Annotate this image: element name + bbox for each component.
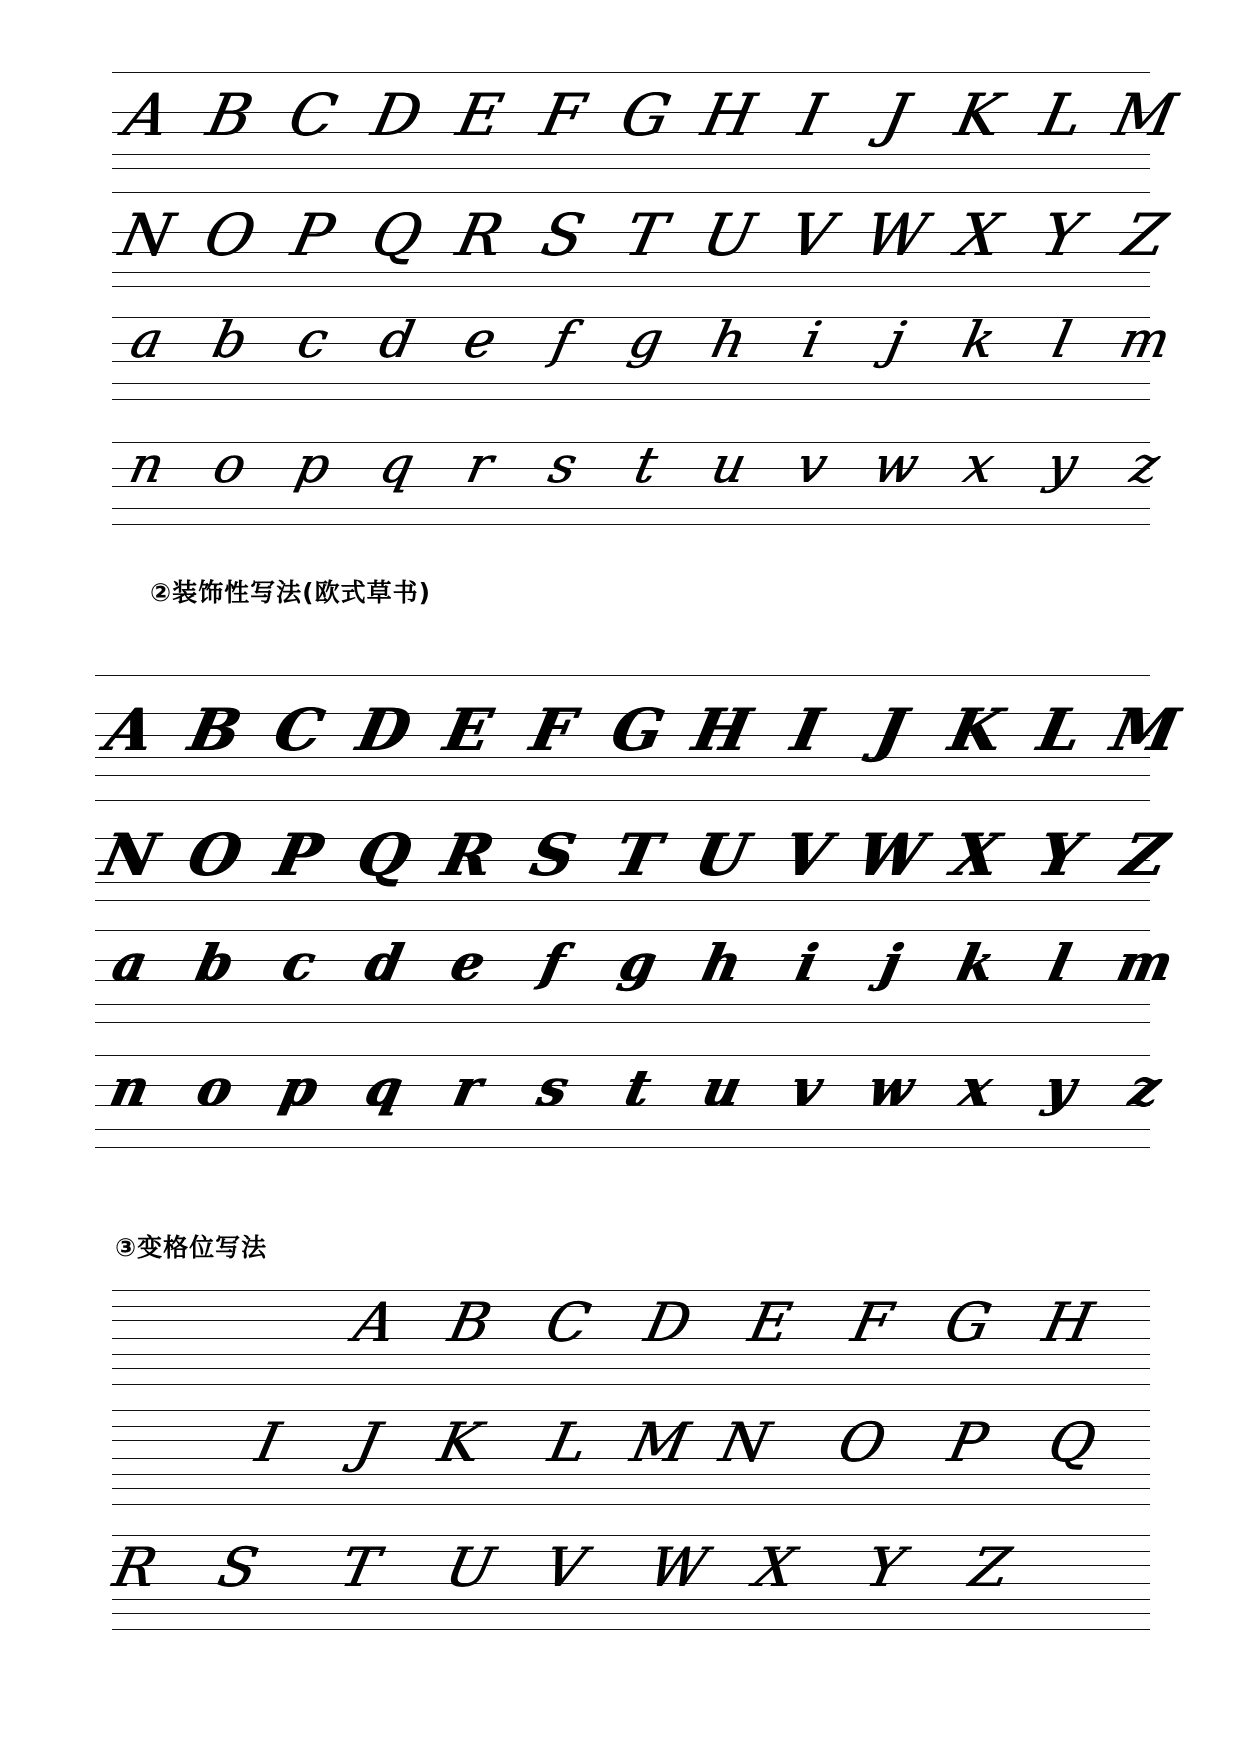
guide-line — [95, 800, 1150, 801]
letter-glyph: c — [277, 933, 321, 992]
letter-glyph: C — [268, 696, 330, 764]
guide-line — [112, 192, 1150, 193]
letter-glyph: a — [125, 311, 169, 369]
letter-glyph: v — [792, 436, 833, 494]
letter-glyph: e — [446, 933, 491, 992]
letter-glyph: F — [846, 1291, 898, 1354]
letter-glyph: c — [293, 311, 334, 369]
guide-line — [112, 383, 1150, 384]
letter-glyph: w — [867, 436, 924, 494]
guide-line — [112, 1320, 1150, 1321]
letter-glyph: V — [538, 1536, 592, 1599]
letter-glyph: O — [833, 1411, 891, 1474]
letter-glyph: W — [643, 1536, 713, 1599]
guide-line — [112, 1338, 1150, 1339]
guide-line — [95, 1085, 1150, 1086]
letter-glyph: p — [291, 436, 336, 494]
letter-glyph: T — [608, 821, 667, 889]
letter-glyph: E — [451, 81, 509, 149]
letter-glyph: m — [1115, 311, 1175, 369]
letter-glyph: Q — [365, 201, 428, 269]
letter-glyph: g — [623, 311, 669, 369]
letter-glyph: q — [360, 1058, 408, 1117]
letter-glyph: G — [605, 696, 670, 764]
letter-glyph: Z — [964, 1536, 1016, 1599]
letter-glyph: M — [625, 1411, 695, 1474]
letter-glyph: P — [270, 821, 329, 889]
letter-glyph: Z — [1116, 821, 1174, 889]
letter-glyph: N — [714, 1411, 776, 1474]
letter-glyph: D — [366, 81, 427, 149]
letter-glyph: N — [96, 821, 164, 889]
letter-glyph: x — [958, 436, 999, 494]
letter-glyph: D — [639, 1291, 697, 1354]
letter-glyph: v — [785, 1058, 828, 1117]
letter-glyph: J — [876, 81, 915, 149]
letter-glyph: s — [543, 436, 582, 494]
letter-glyph: n — [105, 1058, 155, 1117]
letter-glyph: a — [107, 933, 153, 992]
letter-glyph: A — [348, 1291, 402, 1354]
guide-line — [95, 1055, 1150, 1056]
letter-glyph: e — [458, 311, 501, 369]
letter-glyph: W — [858, 201, 933, 269]
guide-line — [112, 1384, 1150, 1385]
guide-line — [95, 930, 1150, 931]
guide-line — [95, 1147, 1150, 1148]
letter-glyph: z — [1124, 1058, 1166, 1117]
letter-glyph: T — [619, 201, 673, 269]
letter-glyph: U — [689, 821, 755, 889]
letter-glyph: S — [524, 821, 582, 889]
letter-glyph: Y — [1032, 821, 1089, 889]
letter-glyph: X — [946, 821, 1006, 889]
letter-glyph: f — [547, 311, 579, 369]
letter-glyph: t — [619, 1058, 656, 1117]
guide-line — [95, 900, 1150, 901]
letter-glyph: V — [776, 821, 837, 889]
letter-glyph: k — [952, 933, 1000, 992]
letter-glyph: J — [350, 1411, 386, 1474]
letter-glyph: z — [1125, 436, 1165, 494]
letter-glyph: L — [543, 1411, 593, 1474]
letter-glyph: p — [275, 1058, 324, 1117]
letter-glyph: d — [374, 311, 419, 369]
guide-line — [95, 1004, 1150, 1005]
uppercase-row-3 — [0, 1535, 1241, 1665]
letter-glyph: C — [540, 1291, 596, 1354]
guide-line — [112, 1629, 1150, 1630]
guide-line — [112, 1599, 1150, 1600]
section-caption-decorative: ②装饰性写法(欧式草书) — [150, 578, 432, 607]
letter-glyph: M — [1108, 81, 1182, 149]
letter-glyph: q — [374, 436, 419, 494]
guide-line — [112, 272, 1150, 273]
lowercase-row-2 — [0, 1045, 1241, 1175]
letter-glyph: b — [190, 933, 239, 992]
letter-glyph: k — [957, 311, 1000, 369]
guide-line — [112, 1368, 1150, 1369]
guide-line — [112, 524, 1150, 525]
guide-line — [112, 1613, 1150, 1614]
uppercase-row-1 — [0, 1290, 1241, 1420]
letter-glyph: n — [124, 436, 170, 494]
guide-line — [95, 1129, 1150, 1130]
letter-glyph: j — [876, 933, 907, 992]
guide-line — [112, 168, 1150, 169]
letter-glyph: I — [785, 696, 828, 764]
guide-line — [112, 399, 1150, 400]
letter-glyph: U — [697, 201, 761, 269]
uppercase-row-1 — [0, 665, 1241, 795]
letter-glyph: E — [743, 1291, 797, 1354]
letter-glyph: E — [438, 696, 498, 764]
letter-glyph: r — [461, 436, 498, 494]
letter-glyph: Q — [1043, 1411, 1101, 1474]
guide-line — [112, 154, 1150, 155]
letter-glyph: B — [182, 696, 247, 764]
letter-glyph: h — [697, 933, 747, 992]
letter-glyph: X — [749, 1536, 802, 1599]
letter-glyph: I — [250, 1411, 286, 1474]
section-caption-variable-position: ③变格位写法 — [115, 1233, 268, 1262]
letter-glyph: l — [1044, 933, 1077, 992]
letter-glyph: f — [535, 933, 571, 992]
letter-glyph: o — [208, 436, 252, 494]
letter-glyph: R — [450, 201, 509, 269]
letter-glyph: S — [535, 201, 590, 269]
letter-glyph: Z — [1117, 201, 1173, 269]
letter-glyph: R — [108, 1536, 163, 1599]
uppercase-row-1 — [0, 50, 1241, 180]
letter-glyph: y — [1041, 436, 1083, 494]
letter-glyph: B — [201, 81, 259, 149]
lowercase-row-1 — [0, 920, 1241, 1050]
letter-glyph: F — [525, 696, 581, 764]
letter-glyph: H — [1037, 1291, 1099, 1354]
letter-glyph: L — [1035, 81, 1089, 149]
letter-glyph: W — [851, 821, 932, 889]
lowercase-row-1 — [0, 295, 1241, 425]
letter-glyph: i — [798, 311, 827, 369]
letter-glyph: Q — [351, 821, 417, 889]
guide-line — [112, 1306, 1150, 1307]
letter-glyph: G — [615, 81, 677, 149]
guide-line — [95, 775, 1150, 776]
letter-glyph: F — [535, 81, 591, 149]
letter-glyph: C — [283, 81, 343, 149]
letter-glyph: u — [706, 436, 752, 494]
letter-glyph: Y — [860, 1536, 910, 1599]
letter-glyph: M — [1105, 696, 1185, 764]
guide-line — [112, 1354, 1150, 1355]
letter-glyph: L — [1032, 696, 1089, 764]
letter-glyph: B — [443, 1291, 497, 1354]
guide-line — [112, 1504, 1150, 1505]
letter-glyph: K — [943, 696, 1009, 764]
guide-line — [112, 508, 1150, 509]
letter-glyph: x — [954, 1058, 998, 1117]
letter-glyph: w — [863, 1058, 920, 1117]
letter-glyph: A — [118, 81, 176, 149]
letter-glyph: r — [448, 1058, 488, 1117]
letter-glyph: i — [790, 933, 823, 992]
letter-glyph: N — [114, 201, 180, 269]
letter-glyph: Y — [1035, 201, 1089, 269]
letter-glyph: P — [943, 1411, 993, 1474]
letter-glyph: h — [706, 311, 752, 369]
letter-glyph: D — [351, 696, 417, 764]
letter-glyph: X — [950, 201, 1007, 269]
guide-line — [112, 72, 1150, 73]
letter-glyph: O — [182, 821, 248, 889]
letter-glyph: K — [949, 81, 1008, 149]
letter-glyph: K — [433, 1411, 487, 1474]
letter-glyph: R — [436, 821, 500, 889]
letter-glyph: t — [629, 436, 663, 494]
letter-glyph: y — [1039, 1058, 1082, 1117]
letter-glyph: A — [100, 696, 160, 764]
letter-glyph: j — [881, 311, 910, 369]
letter-glyph: G — [939, 1291, 997, 1354]
uppercase-row-2 — [0, 790, 1241, 920]
letter-glyph: P — [286, 201, 341, 269]
letter-glyph: H — [696, 81, 762, 149]
letter-glyph: s — [532, 1058, 574, 1117]
letter-glyph: I — [793, 81, 832, 149]
letter-glyph: J — [870, 696, 913, 764]
guide-line — [112, 286, 1150, 287]
letter-glyph: S — [212, 1536, 264, 1599]
guide-line — [112, 468, 1150, 469]
letter-glyph: g — [613, 933, 662, 992]
letter-glyph: H — [687, 696, 757, 764]
guide-line — [112, 1474, 1150, 1475]
letter-glyph: O — [199, 201, 262, 269]
lowercase-row-2 — [0, 420, 1241, 550]
letter-glyph: m — [1112, 933, 1178, 992]
letter-glyph: U — [440, 1536, 500, 1599]
guide-line — [95, 1022, 1150, 1023]
guide-line — [112, 1488, 1150, 1489]
letter-glyph: u — [697, 1058, 747, 1117]
letter-glyph: l — [1047, 311, 1076, 369]
guide-line — [95, 675, 1150, 676]
letter-glyph: o — [191, 1058, 238, 1117]
letter-glyph: V — [784, 201, 841, 269]
letter-glyph: b — [207, 311, 253, 369]
letter-glyph: d — [360, 933, 408, 992]
uppercase-row-2 — [0, 1410, 1241, 1540]
uppercase-row-2 — [0, 170, 1241, 300]
letter-glyph: T — [335, 1536, 385, 1599]
